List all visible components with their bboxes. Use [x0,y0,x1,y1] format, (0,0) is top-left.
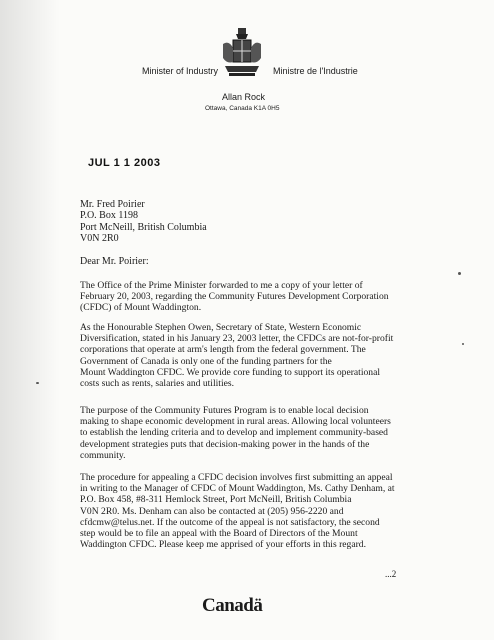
scan-speck [458,272,461,275]
recipient-line: Mr. Fred Poirier [80,199,145,210]
scan-shadow [0,0,60,640]
paragraph-line: Mount Waddington CFDC. We provide core funding to support its operational [80,366,381,378]
letterhead-right-title: Ministre de l'Industrie [273,66,358,76]
paragraph-line: The Office of the Prime Minister forwarded to me a copy of your letter of [80,280,363,291]
body-paragraph [80,322,425,389]
paragraph-line: corporations that operate at arm's length from the federal government. The [80,344,366,356]
recipient-line: Port McNeill, British Columbia [80,221,207,233]
letterhead-left-title: Minister of Industry [142,66,219,76]
letterhead-address: Ottawa, Canada K1A 0H5 [205,105,280,112]
coat-of-arms-icon [219,26,265,78]
paragraph-line: Government of Canada is only one of the funding partners for the [80,355,332,367]
paragraph-line: (CFDC) of Mount Waddington. [80,302,202,314]
minister-name: Allan Rock [222,92,266,102]
paragraph-line: As the Honourable Stephen Owen, Secretary of State, Western Economic [80,322,362,333]
page-continuation: ...2 [385,569,397,579]
body-paragraph [80,472,425,550]
date-stamp: JUL 1 1 2003 [88,157,161,169]
scan-speck [462,343,464,345]
paragraph-line: V0N 2R0. Ms. Denham can also be contacted at (205) 956-2220 and [80,505,344,517]
paragraph-line: to establish the lending criteria and to develop and implement community-based [80,427,388,439]
body-paragraph [80,280,425,314]
recipient-line: P.O. Box 1198 [80,210,138,222]
paragraph-line: The purpose of the Community Futures Program is to enable local decision [80,405,369,416]
paragraph-line: in writing to the Manager of CFDC of Mount Waddington, Ms. Cathy Denham, at [80,483,395,495]
paragraph-line: development strategies puts that decision-making power in the hands of the [80,438,370,450]
paragraph-line: step would be to file an appeal with the Board of Directors of the Mount [80,528,358,540]
paragraph-line: Diversification, stated in his January 23, 2003 letter, the CFDCs are not-for-profit [80,333,394,345]
canada-wordmark: Canadä [202,595,263,616]
paragraph-line: community. [80,449,126,461]
paragraph-line: costs such as rents, salaries and utilities. [80,378,235,390]
recipient-line: V0N 2R0 [80,232,119,244]
paragraph-line: The procedure for appealing a CFDC decision involves first submitting an appeal [80,472,393,483]
body-paragraph [80,405,425,461]
paragraph-line: P.O. Box 458, #8-311 Hemlock Street, Port McNeill, British Columbia [80,494,352,506]
scan-speck [36,382,39,384]
salutation: Dear Mr. Poirier: [80,256,149,267]
recipient-address [80,199,207,244]
paragraph-line: February 20, 2003, regarding the Community Futures Development Corporation [80,291,389,303]
paragraph-line: cfdcmw@telus.net. If the outcome of the appeal is not satisfactory, the second [80,516,380,528]
paragraph-line: Waddington CFDC. Please keep me apprised of your efforts in this regard. [80,539,367,551]
paragraph-line: making to shape economic development in rural areas. Allowing local volunteers [80,416,391,428]
